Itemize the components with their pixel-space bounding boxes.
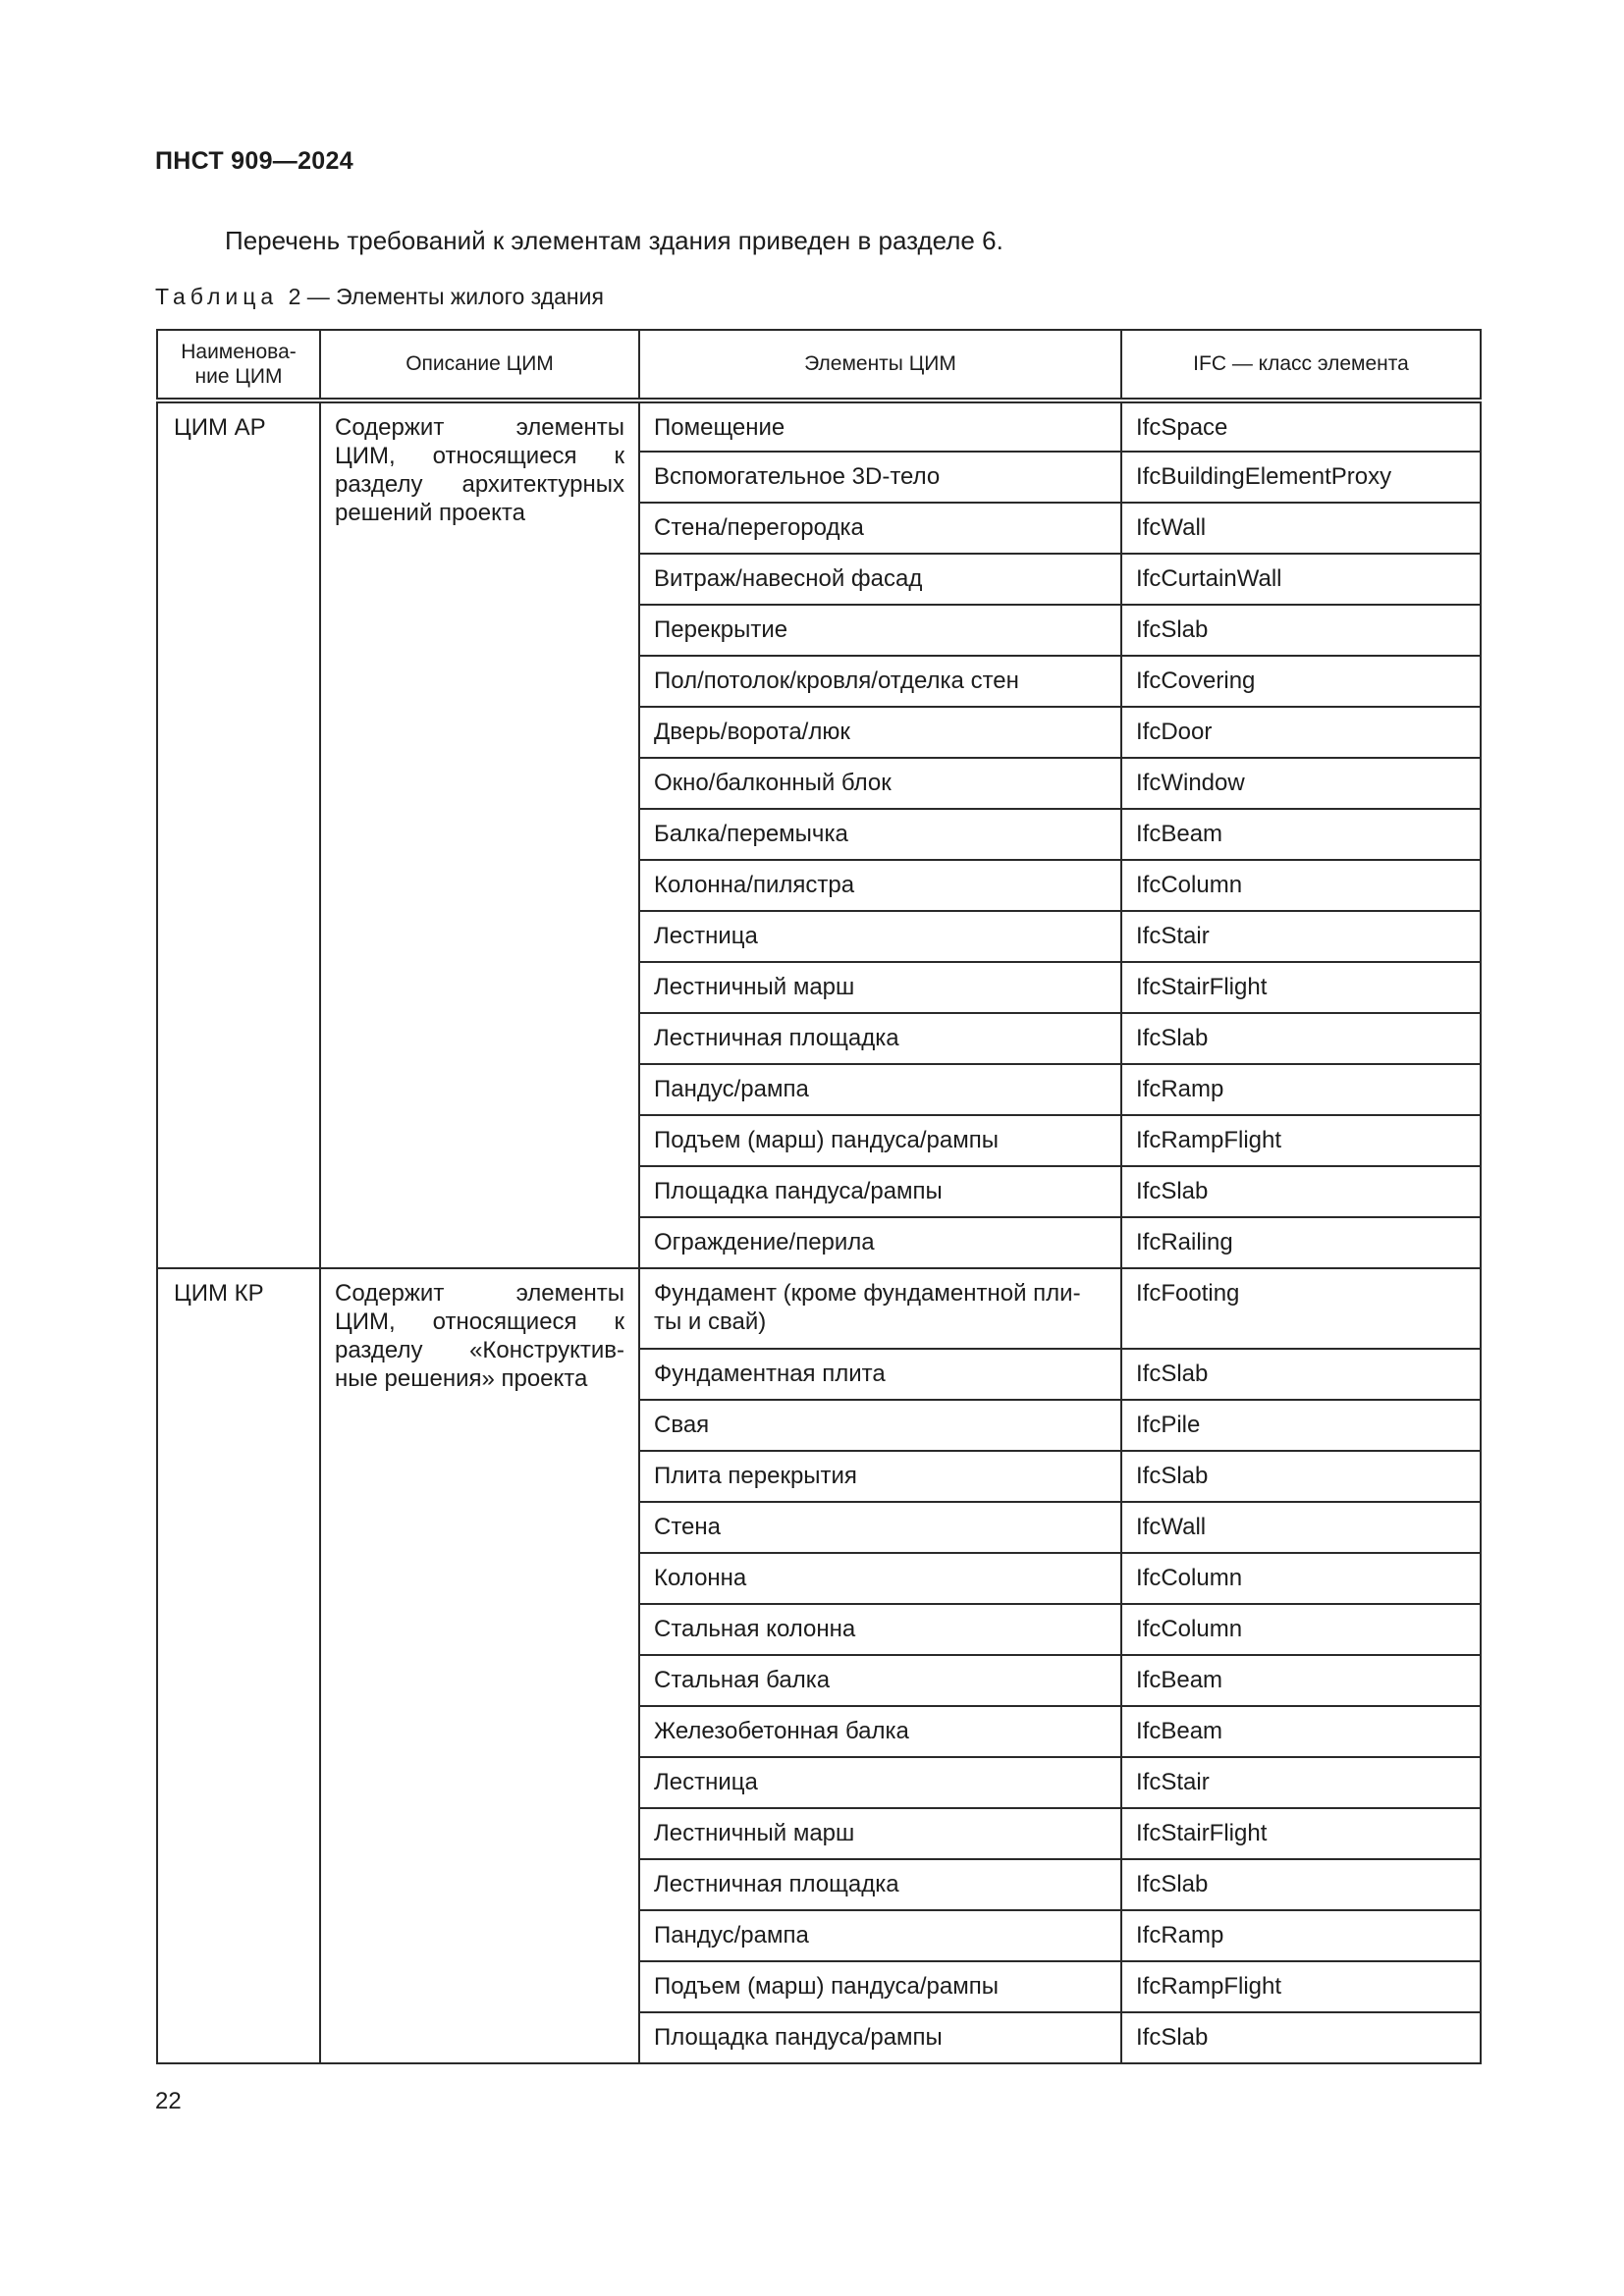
model-element-cell: Вспомогательное 3D-тело	[639, 452, 1121, 503]
elements-table	[156, 329, 1482, 2064]
model-element-cell: Подъем (марш) пандуса/рампы	[639, 1961, 1121, 2012]
table-caption	[155, 284, 604, 310]
ifc-class-cell: IfcRailing	[1121, 1217, 1481, 1268]
document-code: ПНСТ 909—2024	[155, 147, 353, 175]
model-element-cell: Балка/перемычка	[639, 809, 1121, 860]
ifc-class-cell: IfcColumn	[1121, 1604, 1481, 1655]
ifc-class-cell: IfcWindow	[1121, 758, 1481, 809]
ifc-class-cell: IfcSlab	[1121, 1451, 1481, 1502]
model-element-cell: Колонна	[639, 1553, 1121, 1604]
intro-paragraph: Перечень требований к элементам здания приведен в разделе 6.	[225, 226, 1003, 255]
ifc-class-cell: IfcRampFlight	[1121, 1961, 1481, 2012]
model-element-cell: Окно/балконный блок	[639, 758, 1121, 809]
model-element-cell: Плита перекрытия	[639, 1451, 1121, 1502]
ifc-class-cell: IfcBeam	[1121, 809, 1481, 860]
model-name-cell: ЦИМ КР	[157, 1268, 320, 2063]
table-header-row	[157, 330, 1481, 400]
model-element-cell: Стена	[639, 1502, 1121, 1553]
model-element-cell: Лестничный марш	[639, 1808, 1121, 1859]
model-element-cell: Ограждение/перила	[639, 1217, 1121, 1268]
model-name-cell: ЦИМ АР	[157, 400, 320, 1268]
header-model-name	[157, 330, 320, 400]
ifc-class-cell: IfcSlab	[1121, 2012, 1481, 2063]
header-model-elements: Элементы ЦИМ	[639, 330, 1121, 400]
model-element-cell: Пандус/рампа	[639, 1910, 1121, 1961]
table-body	[157, 400, 1481, 2063]
ifc-class-cell: IfcSpace	[1121, 400, 1481, 452]
model-description-cell: Содержит элементы ЦИМ, относящиеся к разделу «Конструктив-ные решения» проекта	[320, 1268, 639, 2063]
table-row	[157, 400, 1481, 452]
model-element-cell: Лестничная площадка	[639, 1013, 1121, 1064]
header-model-name-line2: ние ЦИМ	[194, 365, 283, 388]
ifc-class-cell: IfcSlab	[1121, 1013, 1481, 1064]
ifc-class-cell: IfcColumn	[1121, 1553, 1481, 1604]
model-element-cell: Стена/перегородка	[639, 503, 1121, 554]
table-caption-label: Таблица	[155, 284, 279, 309]
header-ifc-class: IFC — класс элемента	[1121, 330, 1481, 400]
ifc-class-cell: IfcBeam	[1121, 1655, 1481, 1706]
model-element-cell: Подъем (марш) пандуса/рампы	[639, 1115, 1121, 1166]
ifc-class-cell: IfcBuildingElementProxy	[1121, 452, 1481, 503]
ifc-class-cell: IfcSlab	[1121, 605, 1481, 656]
ifc-class-cell: IfcCurtainWall	[1121, 554, 1481, 605]
model-element-cell: Перекрытие	[639, 605, 1121, 656]
model-element-cell: Стальная колонна	[639, 1604, 1121, 1655]
table-caption-title: 2 — Элементы жилого здания	[288, 284, 604, 309]
ifc-class-cell: IfcCovering	[1121, 656, 1481, 707]
ifc-class-cell: IfcDoor	[1121, 707, 1481, 758]
model-element-cell: Колонна/пилястра	[639, 860, 1121, 911]
model-element-cell: Дверь/ворота/люк	[639, 707, 1121, 758]
model-element-cell: Пандус/рампа	[639, 1064, 1121, 1115]
ifc-class-cell: IfcFooting	[1121, 1268, 1481, 1349]
ifc-class-cell: IfcBeam	[1121, 1706, 1481, 1757]
ifc-class-cell: IfcRamp	[1121, 1064, 1481, 1115]
model-element-cell: Площадка пандуса/рампы	[639, 2012, 1121, 2063]
model-element-cell: Лестничный марш	[639, 962, 1121, 1013]
ifc-class-cell: IfcSlab	[1121, 1859, 1481, 1910]
model-element-cell: Железобетонная балка	[639, 1706, 1121, 1757]
model-element-cell: Лестница	[639, 1757, 1121, 1808]
model-description-cell: Содержит элементы ЦИМ, относящиеся к разделу архитектурных решений проекта	[320, 400, 639, 1268]
ifc-class-cell: IfcRamp	[1121, 1910, 1481, 1961]
ifc-class-cell: IfcStairFlight	[1121, 1808, 1481, 1859]
ifc-class-cell: IfcWall	[1121, 1502, 1481, 1553]
model-element-cell: Помещение	[639, 400, 1121, 452]
header-model-name-line1: Наименова-	[181, 340, 297, 363]
ifc-class-cell: IfcColumn	[1121, 860, 1481, 911]
ifc-class-cell: IfcStair	[1121, 911, 1481, 962]
model-element-cell: Витраж/навесной фасад	[639, 554, 1121, 605]
ifc-class-cell: IfcStair	[1121, 1757, 1481, 1808]
model-element-cell: Фундамент (кроме фундаментной пли-ты и свай)	[639, 1268, 1121, 1349]
ifc-class-cell: IfcWall	[1121, 503, 1481, 554]
page-number: 22	[155, 2088, 182, 2114]
ifc-class-cell: IfcPile	[1121, 1400, 1481, 1451]
model-element-cell: Площадка пандуса/рампы	[639, 1166, 1121, 1217]
model-element-cell: Пол/потолок/кровля/отделка стен	[639, 656, 1121, 707]
model-element-cell: Свая	[639, 1400, 1121, 1451]
model-element-cell: Фундаментная плита	[639, 1349, 1121, 1400]
model-element-cell: Лестница	[639, 911, 1121, 962]
ifc-class-cell: IfcSlab	[1121, 1349, 1481, 1400]
header-model-description: Описание ЦИМ	[320, 330, 639, 400]
ifc-class-cell: IfcStairFlight	[1121, 962, 1481, 1013]
ifc-class-cell: IfcRampFlight	[1121, 1115, 1481, 1166]
ifc-class-cell: IfcSlab	[1121, 1166, 1481, 1217]
table-row	[157, 1268, 1481, 1349]
model-element-cell: Лестничная площадка	[639, 1859, 1121, 1910]
model-element-cell: Стальная балка	[639, 1655, 1121, 1706]
